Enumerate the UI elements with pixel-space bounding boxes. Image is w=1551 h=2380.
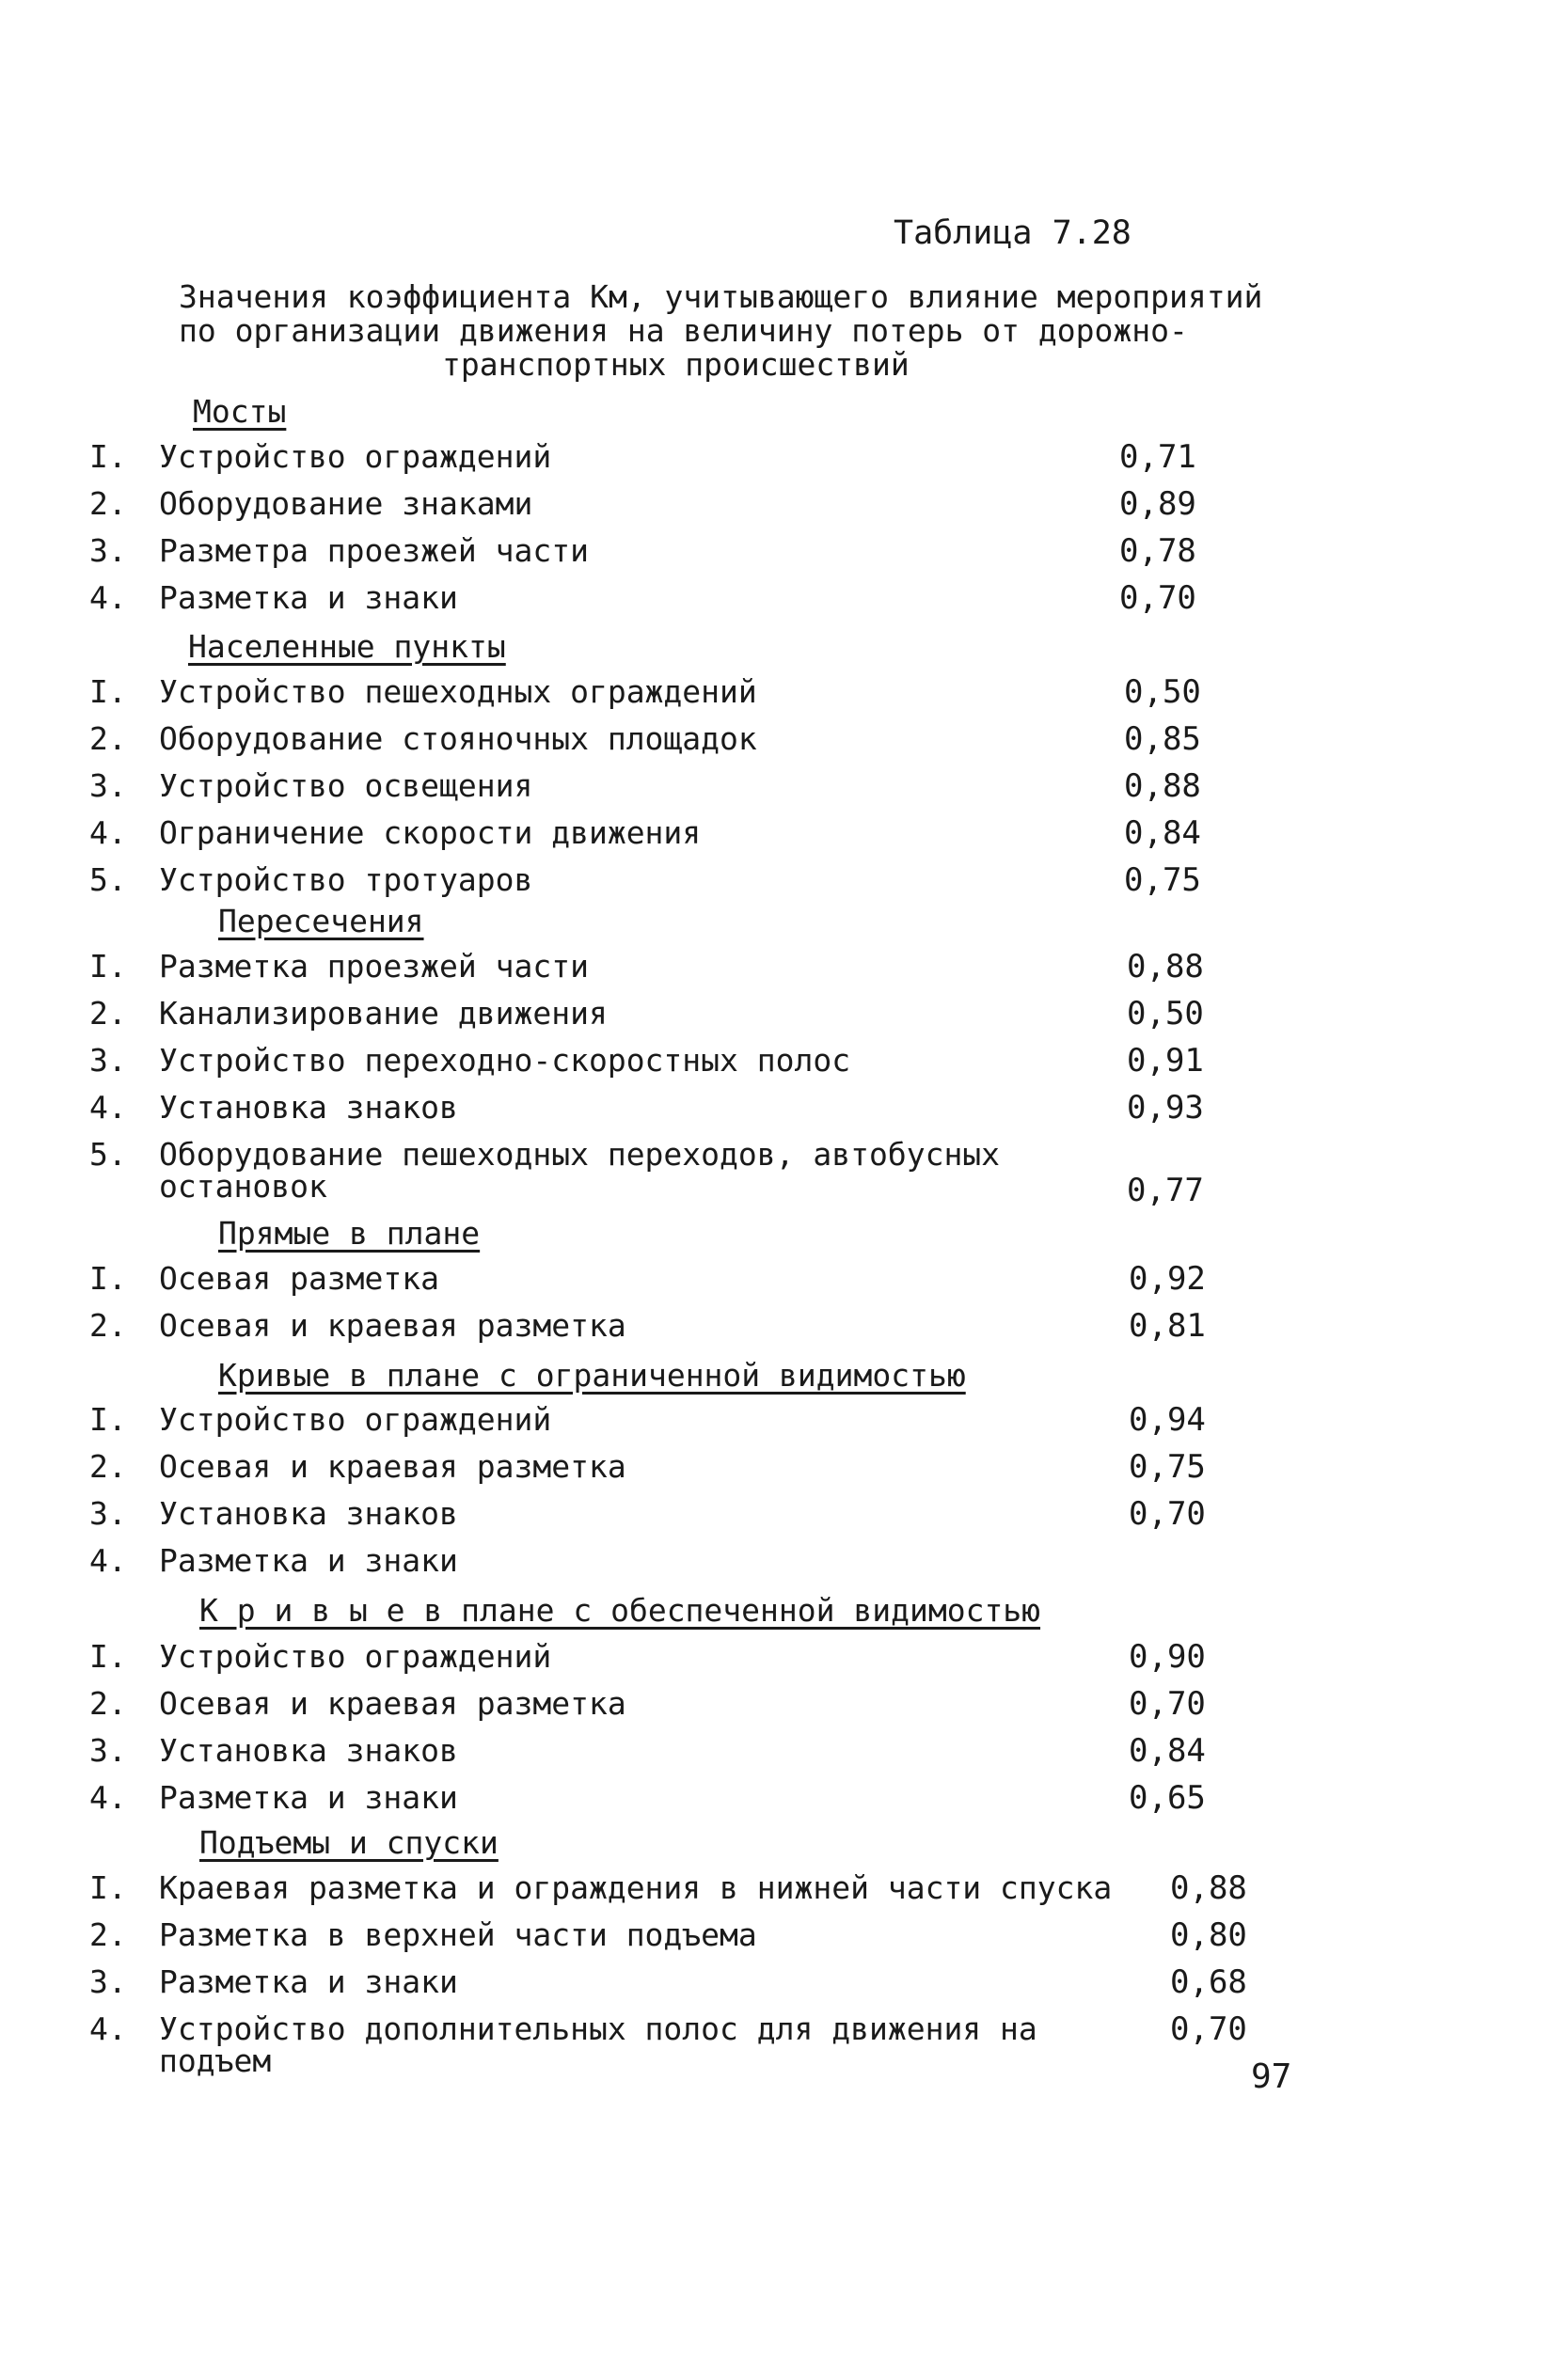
row-value: 0,88 <box>1170 1869 1247 1907</box>
table-row <box>89 1732 458 1769</box>
table-row <box>89 1307 626 1344</box>
row-value: 0,94 <box>1129 1401 1206 1439</box>
row-label: Канализирование движения <box>159 995 608 1032</box>
table-row <box>89 1916 757 1953</box>
table-row <box>89 948 589 985</box>
row-label: Разметра проезжей части <box>159 532 589 569</box>
row-label: Разметка и знаки <box>159 1779 458 1816</box>
row-value: 0,71 <box>1119 438 1196 476</box>
table-row <box>89 1089 458 1126</box>
table-row <box>89 1869 1112 1906</box>
row-number: 2. <box>89 995 127 1032</box>
row-label: Оборудование стояночных площадок <box>159 720 757 757</box>
row-label: Установка знаков <box>159 1495 458 1532</box>
row-value: 0,89 <box>1119 485 1196 523</box>
table-row <box>89 1963 458 2000</box>
row-label: Осевая и краевая разметка <box>159 1685 626 1722</box>
row-label: Установка знаков <box>159 1732 458 1769</box>
table-row <box>89 1401 551 1438</box>
row-number: 5. <box>89 861 127 898</box>
row-number: 4. <box>89 814 127 851</box>
row-value: 0,91 <box>1127 1042 1204 1080</box>
table-row <box>89 720 757 757</box>
row-number: 2. <box>89 1307 127 1344</box>
row-number: 4. <box>89 2010 127 2047</box>
row-value: 0,85 <box>1124 720 1201 758</box>
table-row <box>89 1779 458 1816</box>
table-row <box>89 579 458 616</box>
table-row <box>89 1042 850 1079</box>
row-number: 4. <box>89 579 127 616</box>
row-label: Ограничение скорости движения <box>159 814 702 851</box>
row-number: 4. <box>89 1089 127 1126</box>
table-row <box>89 814 701 851</box>
row-number: I. <box>89 948 127 985</box>
row-number: I. <box>89 1638 127 1675</box>
section-title: Кривые в плане с ограниченной видимостью <box>218 1357 966 1394</box>
row-value: 0,90 <box>1129 1638 1206 1676</box>
row-label: Осевая и краевая разметка <box>159 1307 626 1344</box>
table-row <box>89 1542 458 1579</box>
row-number: 3. <box>89 767 127 804</box>
table-row <box>89 1260 439 1297</box>
section-title: Мосты <box>193 393 287 430</box>
row-value: 0,70 <box>1170 2010 1247 2048</box>
row-value: 0,50 <box>1124 673 1201 711</box>
row-number: 3. <box>89 1042 127 1079</box>
table-label: Таблица 7.28 <box>894 214 1132 252</box>
row-number: I. <box>89 438 127 475</box>
row-label: Устройство тротуаров <box>159 861 533 898</box>
table-row <box>89 532 589 569</box>
row-label: Устройство ограждений <box>159 438 552 475</box>
row-number: 3. <box>89 532 127 569</box>
section-title: К р и в ы е в плане с обеспеченной видимостью <box>199 1592 1041 1629</box>
table-row <box>89 1495 458 1532</box>
section-title: Пересечения <box>218 903 424 939</box>
row-label: Оборудование знаками <box>159 485 533 522</box>
row-label: Разметка в верхней части подъема <box>159 1916 757 1953</box>
caption-line-2: по организации движения на величину потерь от дорожно- <box>179 312 1188 349</box>
row-label: Устройство освещения <box>159 767 533 804</box>
row-value: 0,50 <box>1127 995 1204 1032</box>
table-row <box>89 1448 626 1485</box>
row-number: 2. <box>89 1448 127 1485</box>
row-value: 0,84 <box>1129 1732 1206 1770</box>
table-row <box>89 673 757 710</box>
row-label: Разметка и знаки <box>159 579 458 616</box>
row-label: Установка знаков <box>159 1089 458 1126</box>
table-row <box>89 995 608 1032</box>
row-label: Осевая и краевая разметка <box>159 1448 626 1485</box>
row-number: 3. <box>89 1495 127 1532</box>
section-title: Населенные пункты <box>188 628 506 665</box>
row-value: 0,88 <box>1127 948 1204 985</box>
section-title: Подъемы и спуски <box>199 1824 499 1861</box>
row-value: 0,70 <box>1119 579 1196 617</box>
row-value: 0,80 <box>1170 1916 1247 1954</box>
row-value: 0,75 <box>1129 1448 1206 1486</box>
row-number: I. <box>89 1401 127 1438</box>
row-value: 0,65 <box>1129 1779 1206 1817</box>
row-label-continuation: подъем <box>159 2042 272 2079</box>
row-value: 0,88 <box>1124 767 1201 805</box>
section-title: Прямые в плане <box>218 1215 481 1252</box>
row-value: 0,81 <box>1129 1307 1206 1345</box>
row-value: 0,84 <box>1124 814 1201 852</box>
table-row <box>89 485 532 522</box>
row-value: 0,77 <box>1127 1172 1204 1209</box>
row-value: 0,92 <box>1129 1260 1206 1298</box>
row-number: I. <box>89 673 127 710</box>
row-number: 2. <box>89 1685 127 1722</box>
row-label: Осевая разметка <box>159 1260 440 1297</box>
caption-line-3: транспортных происшествий <box>442 346 910 383</box>
row-value: 0,93 <box>1127 1089 1204 1127</box>
row-number: I. <box>89 1260 127 1297</box>
row-label-continuation: остановок <box>159 1168 327 1205</box>
page-number: 97 <box>1251 2057 1292 2096</box>
row-label: Краевая разметка и ограждения в нижней части спуска <box>159 1869 1113 1906</box>
row-value: 0,75 <box>1124 861 1201 899</box>
row-number: 2. <box>89 1916 127 1953</box>
row-label: Разметка и знаки <box>159 1963 458 2000</box>
row-number: 3. <box>89 1963 127 2000</box>
row-value: 0,68 <box>1170 1963 1247 2001</box>
table-row <box>89 438 551 475</box>
row-value: 0,70 <box>1129 1685 1206 1723</box>
table-row <box>89 1685 626 1722</box>
row-value: 0,78 <box>1119 532 1196 570</box>
row-number: 5. <box>89 1136 127 1173</box>
table-row <box>89 861 532 898</box>
row-number: 2. <box>89 485 127 522</box>
row-number: 2. <box>89 720 127 757</box>
row-label: Устройство ограждений <box>159 1401 552 1438</box>
row-number: 3. <box>89 1732 127 1769</box>
row-label: Разметка и знаки <box>159 1542 458 1579</box>
row-label: Устройство пешеходных ограждений <box>159 673 757 710</box>
row-label: Устройство ограждений <box>159 1638 552 1675</box>
row-number: I. <box>89 1869 127 1906</box>
row-value: 0,70 <box>1129 1495 1206 1533</box>
row-label: Устройство переходно-скоростных полос <box>159 1042 851 1079</box>
row-number: 4. <box>89 1542 127 1579</box>
caption-line-1: Значения коэффициента Км, учитывающего влияние мероприятий <box>179 278 1263 315</box>
row-label: Устройство дополнительных полос для движения на <box>159 2010 1037 2047</box>
table-row <box>89 1638 551 1675</box>
row-label: Разметка проезжей части <box>159 948 589 985</box>
row-number: 4. <box>89 1779 127 1816</box>
row-label: Оборудование пешеходных переходов, автобусных <box>159 1136 1001 1173</box>
table-row <box>89 767 532 804</box>
